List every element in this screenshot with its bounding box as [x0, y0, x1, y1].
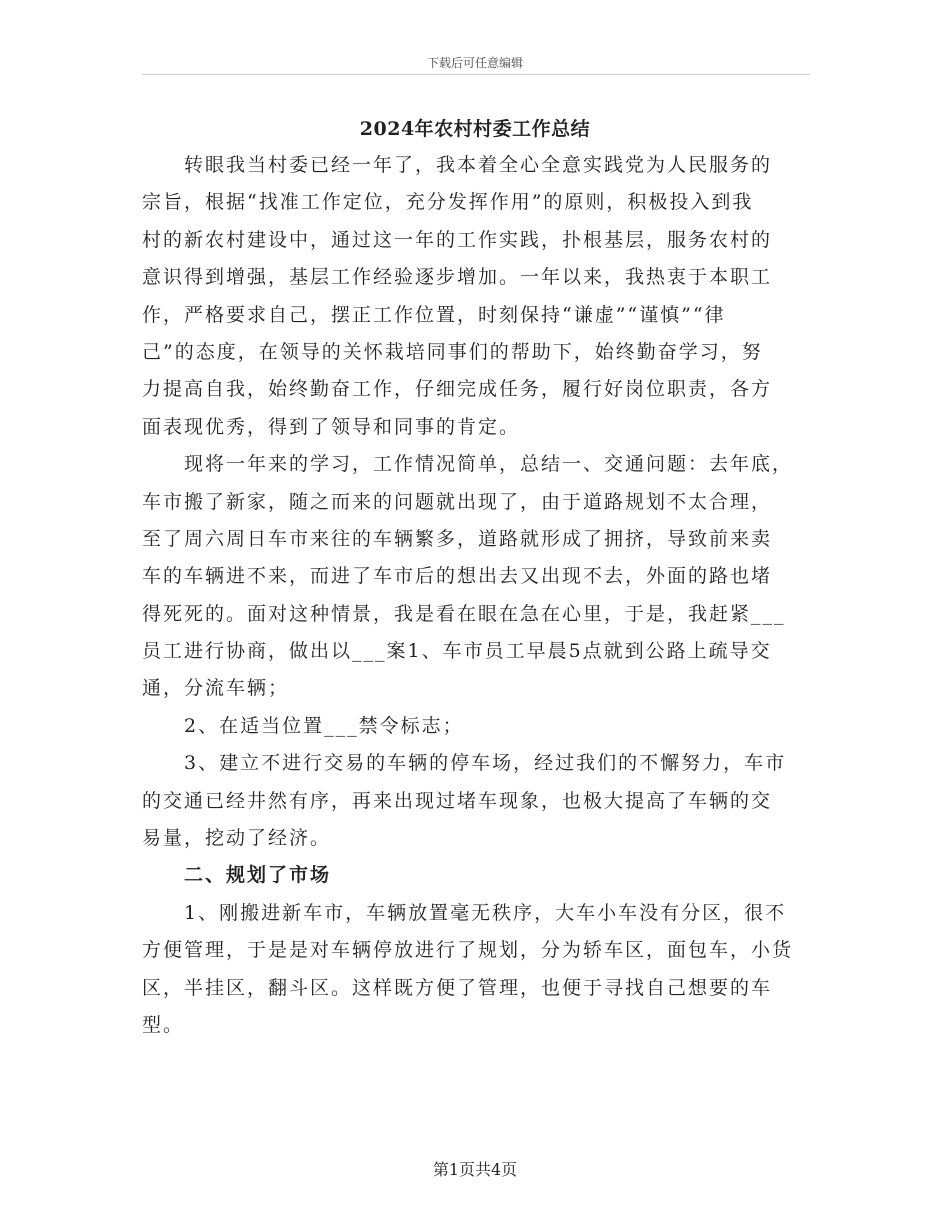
body-line: 车市搬了新家，随之而来的问题就出现了，由于道路规划不太合理， [142, 490, 773, 513]
page-header: 下载后可任意编辑 [426, 56, 523, 70]
body-line: 村的新农村建设中，通过这一年的工作实践，扑根基层，服务农村的 [142, 228, 773, 251]
body-line: 1、刚搬进新车市，车辆放置毫无秩序，大车小车没有分区，很不 [184, 901, 787, 924]
body-line: 通，分流车辆； [142, 677, 290, 700]
header-divider [142, 74, 810, 75]
document-body [142, 147, 810, 1044]
body-line: 现将一年来的学习，工作情况简单，总结一、交通问题：去年底， [184, 453, 794, 476]
section-heading: 二、规划了市场 [184, 864, 332, 887]
body-line: 得死死的。面对这种情景，我是看在眼在急在心里，于是，我赶紧___ [142, 602, 786, 625]
document-title: 2024年农村村委工作总结 [359, 118, 591, 140]
body-line: 型。 [142, 1013, 185, 1036]
body-line: 作，严格要求自己，摆正工作位置，时刻保持“谦虚”“谨慎”“律 [142, 303, 726, 326]
body-line: 的交通已经井然有序，再来出现过堵车现象，也极大提高了车辆的交 [142, 789, 773, 812]
body-line: 车的车辆进不来，而进了车市后的想出去又出现不去，外面的路也堵 [142, 565, 773, 588]
body-line: 意识得到增强，基层工作经验逐步增加。一年以来，我热衷于本职工 [142, 266, 773, 289]
body-line: 转眼我当村委已经一年了，我本着全心全意实践党为人民服务的 [184, 154, 773, 176]
body-line: 力提高自我，始终勤奋工作，仔细完成任务，履行好岗位职责，各方 [142, 378, 773, 401]
body-line: 至了周六周日车市来往的车辆繁多，道路就形成了拥挤，导致前来卖 [142, 527, 773, 550]
body-line: 区，半挂区，翻斗区。这样既方便了管理，也便于寻找自己想要的车 [142, 976, 773, 999]
body-line: 方便管理，于是是对车辆停放进行了规划，分为轿车区，面包车，小货 [142, 939, 794, 962]
page-footer: 第1页共4页 [432, 1160, 518, 1179]
body-line: 面表现优秀，得到了领导和同事的肯定。 [142, 415, 521, 438]
body-line: 3、建立不进行交易的车辆的停车场，经过我们的不懈努力，车市 [184, 752, 787, 775]
body-line: 易量，挖动了经济。 [142, 827, 332, 850]
body-line: 2、在适当位置___禁令标志； [184, 714, 464, 737]
body-line: 宗旨，根据“找准工作定位，充分发挥作用”的原则，积极投入到我 [142, 191, 754, 214]
body-line: 员工进行协商，做出以___案1、车市员工早晨5点就到公路上疏导交 [142, 640, 772, 663]
body-line: 己”的态度，在领导的关怀栽培同事们的帮助下，始终勤奋学习，努 [142, 340, 763, 363]
